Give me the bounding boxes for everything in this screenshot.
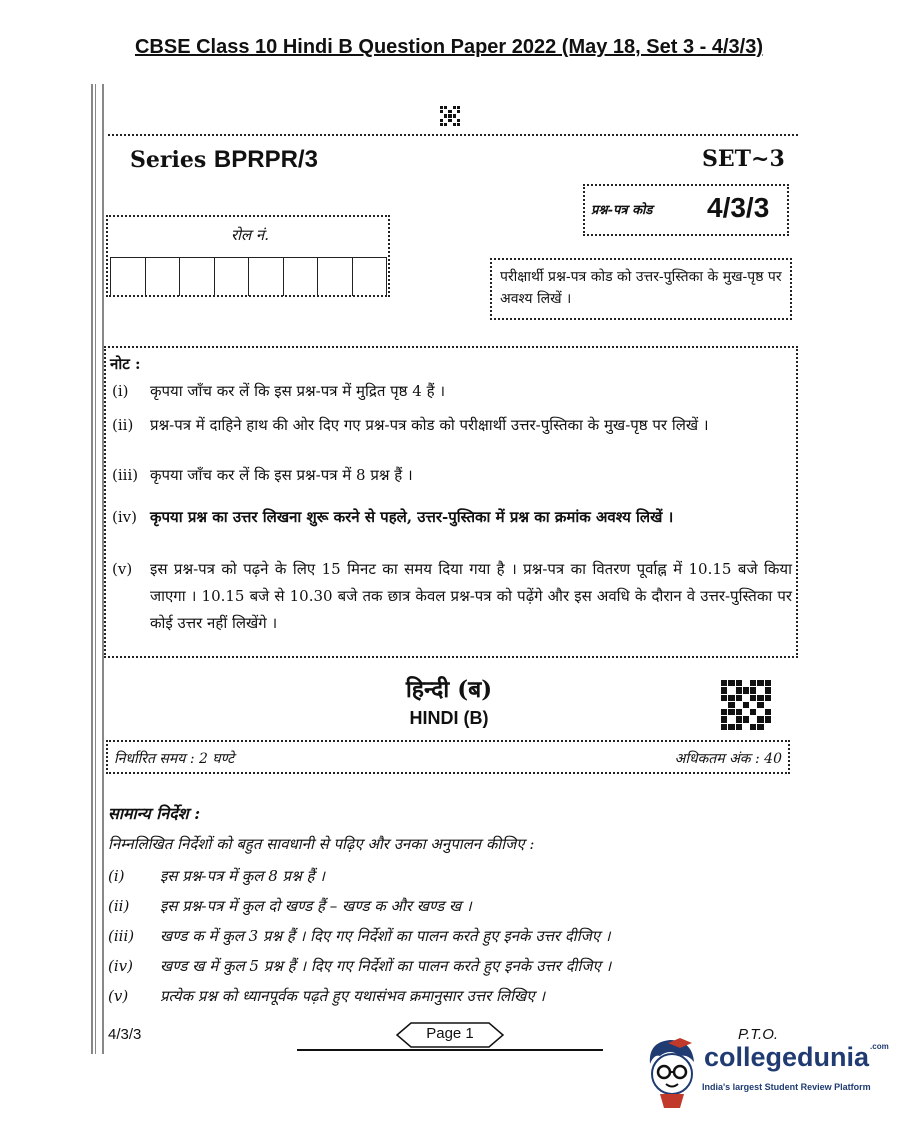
brand-name: collegedunia$^{.com}$ — [704, 1042, 889, 1072]
series — [130, 146, 318, 174]
collegedunia-logo — [640, 1034, 889, 1114]
brand-tagline: India's largest Student Review Platform — [702, 1082, 871, 1092]
general-item: (ii) इस प्रश्न-पत्र में कुल दो खण्ड हैं – खण्ड क और खण्ड ख । — [108, 897, 472, 915]
subject-hindi-title: हिन्दी (ब) — [405, 676, 493, 703]
note-heading: नोट : — [110, 355, 141, 373]
qr-code-icon — [440, 106, 460, 126]
footer-code: 4/3/3 — [108, 1026, 142, 1043]
roll-label: रोल नं. — [230, 226, 270, 244]
roll-number-box — [106, 215, 390, 297]
roll-number-cells[interactable] — [110, 257, 387, 296]
header-divider — [108, 134, 798, 136]
note-item: (i) कृपया जाँच कर लें कि इस प्रश्न-पत्र में मुद्रित पृष्ठ 4 हैं । — [112, 382, 446, 400]
general-intro: निम्नलिखित निर्देशों को बहुत सावधानी से पढ़िए और उनका अनुपालन कीजिए : — [108, 835, 535, 853]
qr-code-icon — [721, 680, 771, 730]
general-item: (iv) खण्ड ख में कुल 5 प्रश्न हैं । दिए गए निर्देशों का पालन करते हुए इनके उत्तर दीजिए । — [108, 957, 612, 975]
general-item: (iii) खण्ड क में कुल 3 प्रश्न हैं । दिए गए निर्देशों का पालन करते हुए इनके उत्तर दीजिए । — [108, 927, 611, 945]
paper-code: 4/3/3 — [707, 192, 770, 223]
max-marks: अधिकतम अंक : 40 — [674, 751, 782, 767]
page-number: Page 1 — [426, 1025, 474, 1042]
set-label: SET~3 — [702, 146, 785, 172]
note-item: (iii) कृपया जाँच कर लें कि इस प्रश्न-पत्र में 8 प्रश्न हैं । — [112, 466, 413, 484]
general-item: (i) इस प्रश्न-पत्र में कुल 8 प्रश्न हैं । — [108, 867, 325, 885]
note-item: (v) इस प्रश्न-पत्र को पढ़ने के लिए 15 मिनट का समय दिया गया है । प्रश्न-पत्र का वितरण पूर्वाह्न में 10.15 बजे किया जाएगा । 10.15 बजे से 10.30 बजे तक छात्र केवल प्रश्न-पत्र को पढ़ेंगे और इस अवधि के दौरान वे उत्तर-पुस्तिका पर कोई उत्तर नहीं लिखेंगे । — [112, 560, 792, 632]
series-label: Series — [130, 147, 207, 173]
page-title: CBSE Class 10 Hindi B Question Paper 2022 (May 18, Set 3 - 4/3/3) — [134, 36, 764, 58]
note-box — [104, 346, 798, 658]
time-marks-box — [106, 740, 790, 774]
general-heading: सामान्य निर्देश : — [108, 804, 201, 823]
page-indicator — [395, 1020, 505, 1050]
subject-english-title: HINDI (B) — [409, 708, 489, 728]
footer-rule — [297, 1049, 603, 1051]
margin-rule — [91, 84, 104, 1054]
paper-code-notice: परीक्षार्थी प्रश्न-पत्र कोड को उत्तर-पुस्तिका के मुख-पृष्ठ पर अवश्य लिखें । — [490, 258, 792, 320]
mascot-icon — [640, 1034, 702, 1110]
general-item: (v) प्रत्येक प्रश्न को ध्यानपूर्वक पढ़ते हुए यथासंभव क्रमानुसार उत्तर लिखिए । — [108, 987, 546, 1005]
time-allowed: निर्धारित समय : 2 घण्टे — [114, 751, 235, 767]
note-item: (iv) कृपया प्रश्न का उत्तर लिखना शुरू करने से पहले, उत्तर-पुस्तिका में प्रश्न का क्रमांक अवश्य लिखें । — [112, 508, 674, 526]
margin-rule-inner — [95, 84, 96, 1054]
note-item: (ii) प्रश्न-पत्र में दाहिने हाथ की ओर दिए गए प्रश्न-पत्र कोड को परीक्षार्थी उत्तर-पुस्तिका के मुख-पृष्ठ पर लिखें । — [112, 416, 709, 434]
paper-code-box — [583, 184, 789, 236]
pto-label: P.T.O. — [738, 1026, 779, 1043]
paper-code-label: प्रश्न-पत्र कोड — [591, 203, 653, 218]
series-code: BPRPR/3 — [213, 146, 318, 173]
